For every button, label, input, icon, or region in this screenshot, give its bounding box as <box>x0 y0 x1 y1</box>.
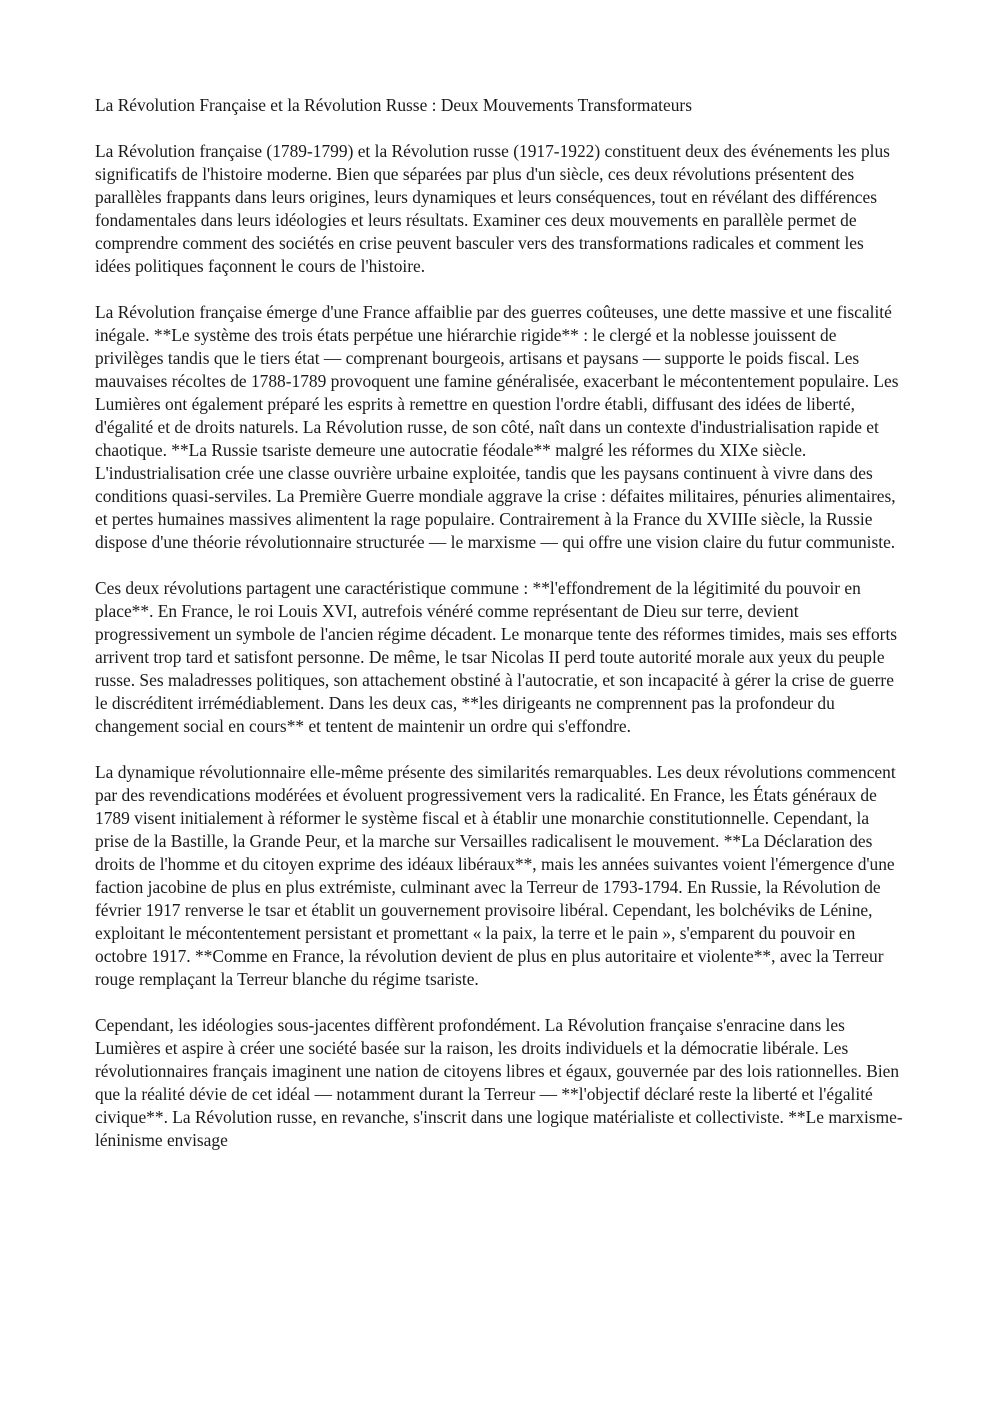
paragraph-ideologies: Cependant, les idéologies sous-jacentes diffèrent profondément. La Révolution française s'enracine dans les Lumières et aspire à créer une société basée sur la raison, les droits individuels et la démocratie libérale. Les révolutionnaires français imaginent une nation de citoyens libres et égaux, gouvernée par des lois rationnelles. Bien que la réalité dévie de cet idéal — notamment durant la Terreur — **l'objectif déclaré reste la liberté et l'égalité civique**. La Révolution russe, en revanche, s'inscrit dans une logique matérialiste et collectiviste. **Le marxisme-léninisme envisage <box>95 1015 903 1150</box>
document-body <box>95 94 903 1175</box>
paragraph-dynamics: La dynamique révolutionnaire elle-même présente des similarités remarquables. Les deux révolutions commencent par des revendications modérées et évoluent progressivement vers la radicalité. En France, les États généraux de 1789 visent initialement à réformer le système fiscal et à établir une monarchie constitutionnelle. Cependant, la prise de la Bastille, la Grande Peur, et la marche sur Versailles radicalisent le mouvement. **La Déclaration des droits de l'homme et du citoyen exprime des idéaux libéraux**, mais les années suivantes voient l'émergence d'une faction jacobine de plus en plus extrémiste, culminant avec la Terreur de 1793-1794. En Russie, la Révolution de février 1917 renverse le tsar et établit un gouvernement provisoire libéral. Cependant, les bolchéviks de Lénine, exploitant le mécontentement persistant et promettant « la paix, la terre et le pain », s'emparent du pouvoir en octobre 1917. **Comme en France, la révolution devient de plus en plus autoritaire et violente**, avec la Terreur rouge remplaçant la Terreur blanche du régime tsariste. <box>95 762 896 989</box>
paragraph-origins: La Révolution française émerge d'une France affaiblie par des guerres coûteuses, une dette massive et une fiscalité inégale. **Le système des trois états perpétue une hiérarchie rigide** : le clergé et la noblesse jouissent de privilèges tandis que le tiers état — comprenant bourgeois, artisans et paysans — supporte le poids fiscal. Les mauvaises récoltes de 1788-1789 provoquent une famine généralisée, exacerbant le mécontentement populaire. Les Lumières ont également préparé les esprits à remettre en question l'ordre établi, diffusant des idées de liberté, d'égalité et de droits naturels. La Révolution russe, de son côté, naît dans un contexte d'industrialisation rapide et chaotique. **La Russie tsariste demeure une autocratie féodale** malgré les réformes du XIXe siècle. L'industrialisation crée une classe ouvrière urbaine exploitée, tandis que les paysans continuent à vivre dans des conditions quasi-serviles. La Première Guerre mondiale aggrave la crise : défaites militaires, pénuries alimentaires, et pertes humaines massives alimentent la rage populaire. Contrairement à la France du XVIIIe siècle, la Russie dispose d'une théorie révolutionnaire structurée — le marxisme — qui offre une vision claire du futur communiste. <box>95 302 899 552</box>
paragraph-legitimacy: Ces deux révolutions partagent une caractéristique commune : **l'effondrement de la légitimité du pouvoir en place**. En France, le roi Louis XVI, autrefois vénéré comme représentant de Dieu sur terre, devient progressivement un symbole de l'ancien régime décadent. Le monarque tente des réformes timides, mais ses efforts arrivent trop tard et satisfont personne. De même, le tsar Nicolas II perd toute autorité morale aux yeux du peuple russe. Ses maladresses politiques, son attachement obstiné à l'autocratie, et son incapacité à gérer la crise de guerre le discréditent irrémédiablement. Dans les deux cas, **les dirigeants ne comprennent pas la profondeur du changement social en cours** et tentent de maintenir un ordre qui s'effondre. <box>95 578 898 736</box>
document-title: La Révolution Française et la Révolution Russe : Deux Mouvements Transformateurs <box>95 95 692 115</box>
paragraph-introduction: La Révolution française (1789-1799) et la Révolution russe (1917-1922) constituent deux des événements les plus significatifs de l'histoire moderne. Bien que séparées par plus d'un siècle, ces deux révolutions présentent des parallèles frappants dans leurs origines, leurs dynamiques et leurs conséquences, tout en révélant des différences fondamentales dans leurs idéologies et leurs résultats. Examiner ces deux mouvements en parallèle permet de comprendre comment des sociétés en crise peuvent basculer vers des transformations radicales et comment les idées politiques façonnent le cours de l'histoire. <box>95 141 890 276</box>
